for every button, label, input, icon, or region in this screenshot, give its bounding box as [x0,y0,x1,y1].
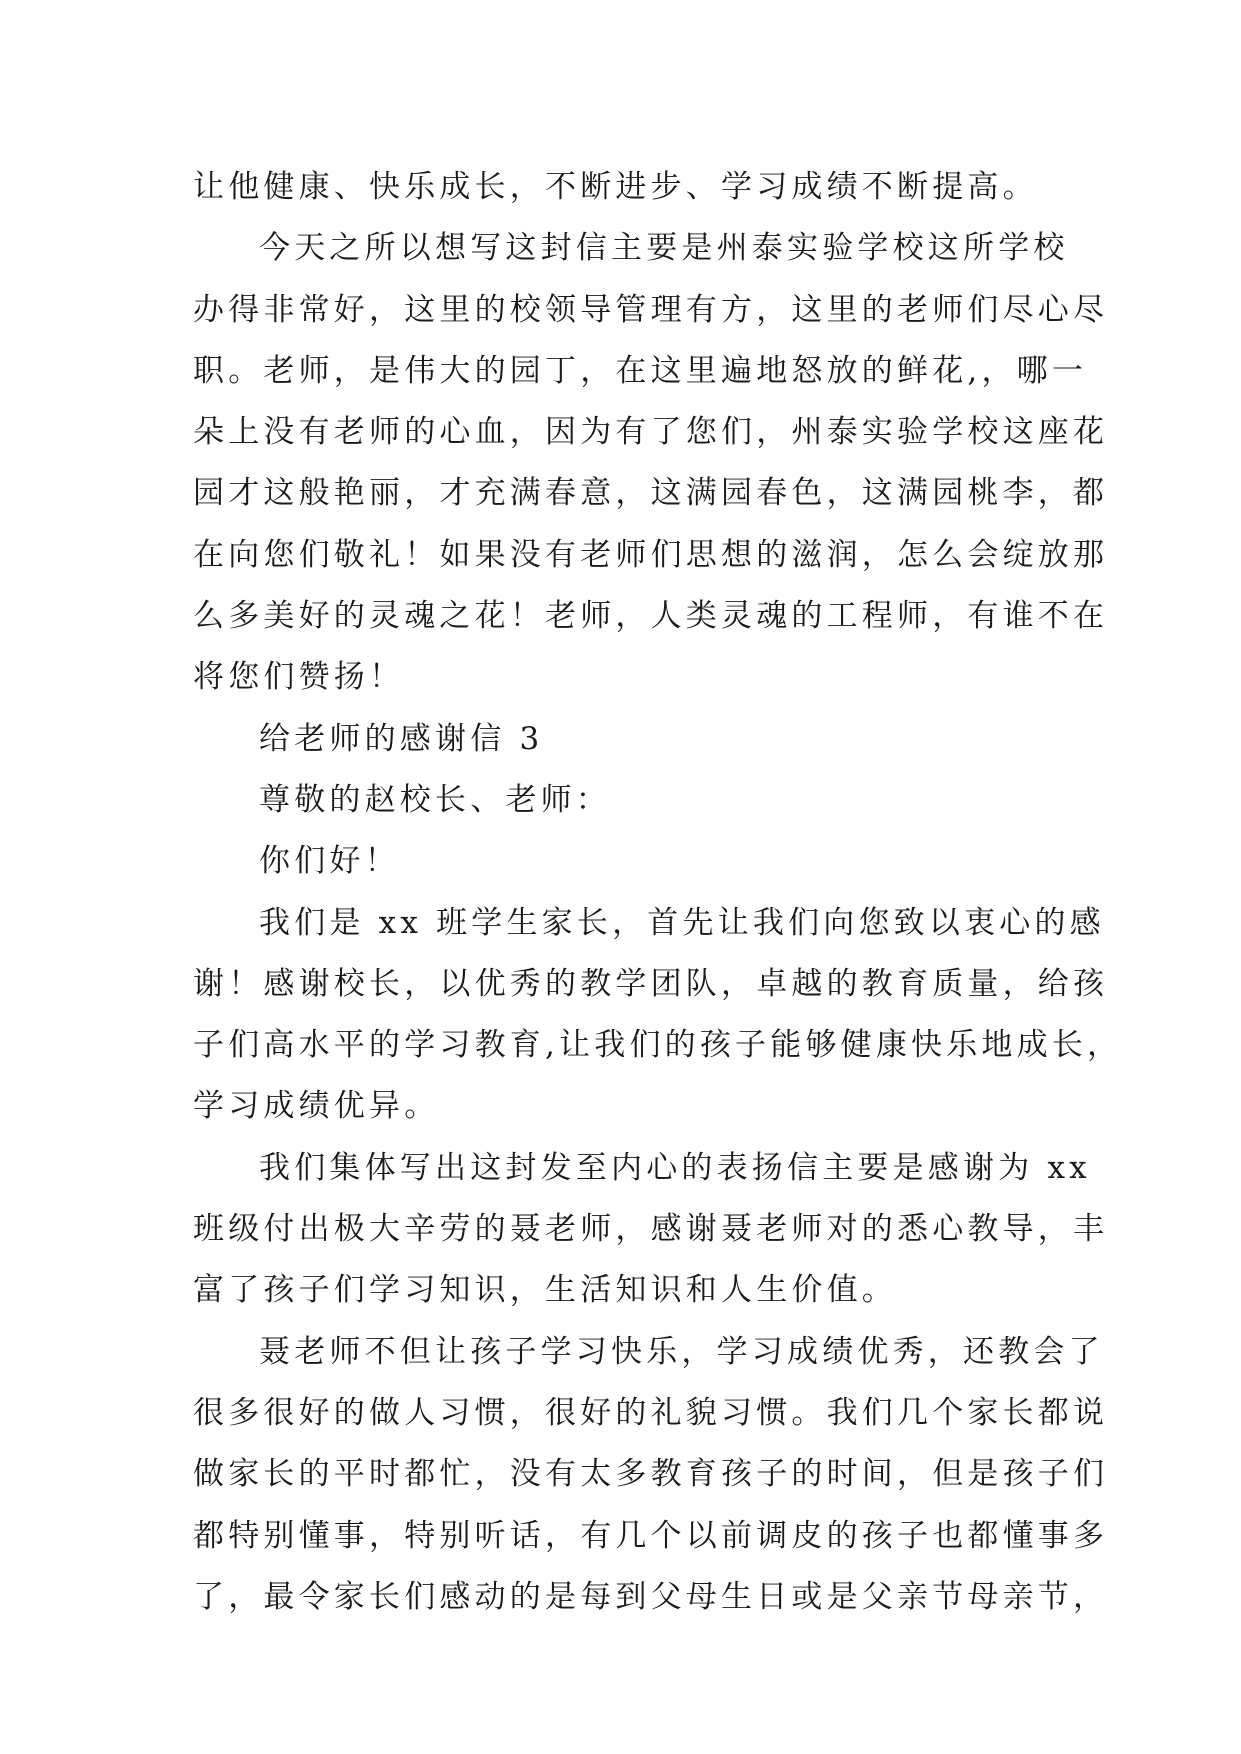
greeting: 你们好！ [259,843,400,880]
paragraph-line: 将您们赞扬！ [193,659,405,696]
paragraph-first-line: 我们集体写出这封发至内心的表扬信主要是感谢为 xx [259,1149,1091,1186]
paragraph-line: 很多很好的做人习惯，很好的礼貌习惯。我们几个家长都说 [193,1394,1109,1431]
paragraph-line: 园才这般艳丽，才充满春意，这满园春色，这满园桃李，都 [193,475,1109,512]
paragraph-line: 富了孩子们学习知识，生活知识和人生价值。 [193,1272,897,1309]
salutation: 尊敬的赵校长、老师： [259,781,611,818]
paragraph-first-line: 我们是 xx 班学生家长，首先让我们向您致以衷心的感 [259,904,1105,941]
paragraph-line: 做家长的平时都忙，没有太多教育孩子的时间，但是孩子们 [193,1456,1109,1493]
paragraph-line: 么多美好的灵魂之花！老师，人类灵魂的工程师，有谁不在 [193,598,1109,635]
paragraph-line: 子们高水平的学习教育,让我们的孩子能够健康快乐地成长， [193,1027,1123,1064]
paragraph-line: 学习成绩优异。 [193,1088,440,1125]
letter-title: 给老师的感谢信 3 [259,720,544,757]
paragraph-line: 班级付出极大辛劳的聂老师，感谢聂老师对的悉心教导，丰 [193,1211,1109,1248]
paragraph-line: 了，最令家长们感动的是每到父母生日或是父亲节母亲节， [193,1578,1109,1615]
paragraph-line: 让他健康、快乐成长，不断进步、学习成绩不断提高。 [193,169,1038,205]
paragraph-line: 都特别懂事，特别听话，有几个以前调皮的孩子也都懂事多 [193,1517,1109,1554]
paragraph-first-line: 今天之所以想写这封信主要是州泰实验学校这所学校 [259,230,1069,267]
paragraph-line: 职。老师，是伟大的园丁，在这里遍地怒放的鲜花,，哪一 [193,352,1088,389]
letter-body [193,157,1123,1628]
paragraph-line: 朵上没有老师的心血，因为有了您们，州泰实验学校这座花 [193,414,1109,451]
paragraph-line: 在向您们敬礼！如果没有老师们思想的滋润，怎么会绽放那 [193,536,1109,573]
paragraph-line: 谢！感谢校长，以优秀的教学团队，卓越的教育质量，给孩 [193,965,1109,1002]
paragraph-first-line: 聂老师不但让孩子学习快乐，学习成绩优秀，还教会了 [259,1333,1104,1370]
paragraph-line: 办得非常好，这里的校领导管理有方，这里的老师们尽心尽 [193,291,1109,328]
